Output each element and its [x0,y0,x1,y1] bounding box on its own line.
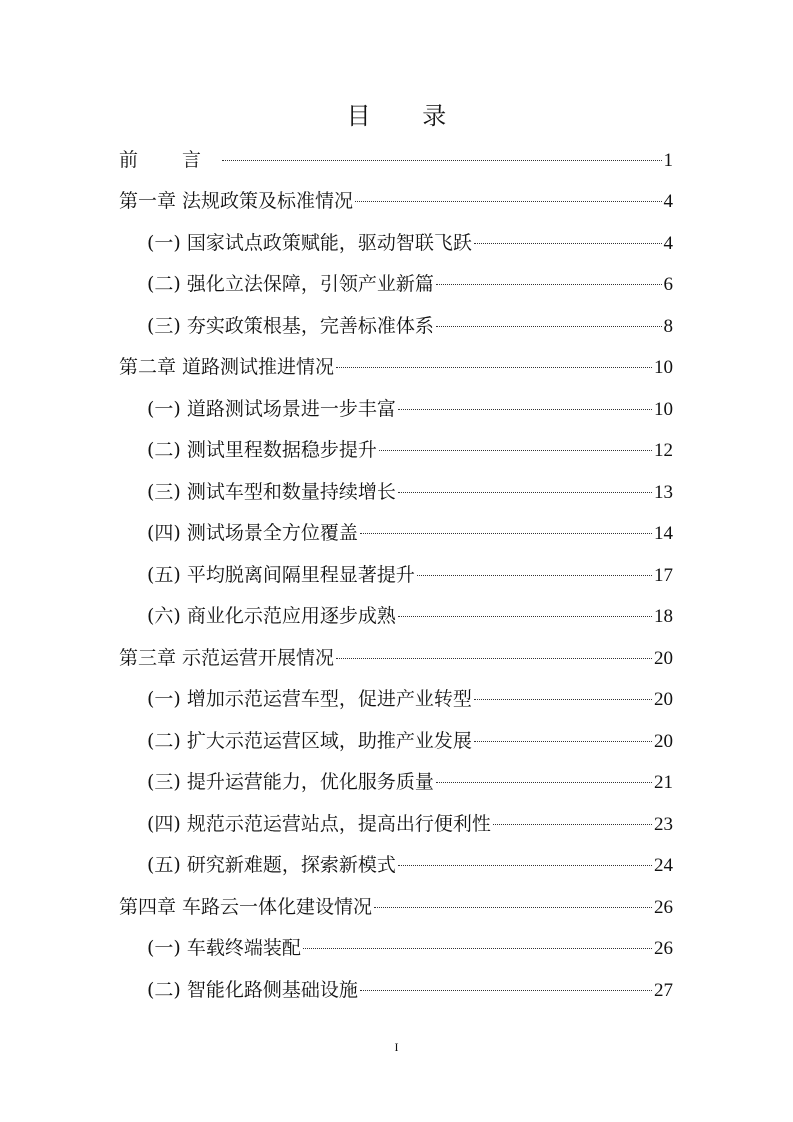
toc-dot-leader [398,865,652,866]
toc-entry-page: 4 [663,233,673,254]
toc-entry-page: 6 [663,274,673,295]
toc-entry-section[interactable] [147,229,673,257]
toc-entry-page: 21 [654,772,673,793]
toc-entry-label: (一) 国家试点政策赋能，驱动智联飞跃 [147,232,472,254]
toc-entry-section[interactable] [147,685,673,713]
toc-entry-page: 20 [654,731,673,752]
toc-entry-label: (二) 测试里程数据稳步提升 [147,439,377,461]
toc-entry-section[interactable] [147,810,673,838]
toc-entry-section[interactable] [147,561,673,589]
toc-entry-section[interactable] [147,519,673,547]
toc-dot-leader [336,658,652,659]
toc-entry-page: 4 [663,191,673,212]
toc-entry-page: 24 [654,855,673,876]
toc-dot-leader [474,699,652,700]
toc-entry-section[interactable] [147,851,673,879]
toc-entry-section[interactable] [147,270,673,298]
toc-entry-label: (五) 研究新难题，探索新模式 [147,854,396,876]
toc-entry-page: 13 [654,482,673,503]
toc-entry-page: 26 [654,897,673,918]
toc-entry-section[interactable] [147,768,673,796]
toc-entry-label: (三) 提升运营能力，优化服务质量 [147,771,434,793]
toc-entry-chapter-2[interactable] [119,353,673,381]
toc-entry-label: (一) 增加示范运营车型，促进产业转型 [147,688,472,710]
toc-dot-leader [360,533,652,534]
toc-entry-page: 10 [654,357,673,378]
toc-entry-section[interactable] [147,312,673,340]
toc-dot-leader [436,326,662,327]
toc-entry-section[interactable] [147,727,673,755]
toc-entry-label: (二) 扩大示范运营区域，助推产业发展 [147,730,472,752]
toc-entry-page: 14 [654,523,673,544]
toc-entry-section[interactable] [147,976,673,1004]
toc-dot-leader [360,990,652,991]
toc-entry-section[interactable] [147,934,673,962]
toc-entry-label: (一) 车载终端装配 [147,937,301,959]
toc-entry-label: (三) 测试车型和数量持续增长 [147,481,396,503]
toc-dot-leader [398,409,652,410]
toc-entry-page: 12 [654,440,673,461]
toc-entry-label: (一) 道路测试场景进一步丰富 [147,398,396,420]
toc-entry-page: 10 [654,399,673,420]
toc-dot-leader [474,243,662,244]
toc-entry-page: 26 [654,938,673,959]
toc-dot-leader [379,450,652,451]
toc-dot-leader [417,575,652,576]
toc-entry-label: 前 言 [119,149,221,171]
toc-dot-leader [355,201,661,202]
toc-entry-section[interactable] [147,436,673,464]
toc-dot-leader [374,907,652,908]
toc-dot-leader [336,367,652,368]
toc-entry-label: (四) 测试场景全方位覆盖 [147,522,358,544]
toc-entry-chapter-4[interactable] [119,893,673,921]
toc-entry-page: 20 [654,648,673,669]
toc-entry-page: 23 [654,814,673,835]
toc-dot-leader [398,616,652,617]
toc-dot-leader [474,741,652,742]
toc-dot-leader [436,782,652,783]
toc-entry-page: 17 [654,565,673,586]
toc-entry-section[interactable] [147,478,673,506]
toc-dot-leader [436,284,662,285]
toc-entry-page: 27 [654,980,673,1001]
toc-entry-page: 18 [654,606,673,627]
toc-entry-label: (二) 强化立法保障，引领产业新篇 [147,273,434,295]
toc-entry-label: 第二章 道路测试推进情况 [119,356,335,378]
toc-title: 目 录 [346,102,469,130]
toc-entry-page: 1 [663,150,673,171]
toc-entry-chapter-3[interactable] [119,644,673,672]
toc-entry-label: 第三章 示范运营开展情况 [119,647,335,669]
toc-entry-label: (四) 规范示范运营站点，提高出行便利性 [147,813,491,835]
toc-dot-leader [303,948,652,949]
toc-dot-leader [398,492,652,493]
toc-entry-label: 第四章 车路云一体化建设情况 [119,896,373,918]
toc-entry-label: (六) 商业化示范应用逐步成熟 [147,605,396,627]
page-number: I [394,1040,399,1054]
toc-entry-section[interactable] [147,395,673,423]
toc-entry-section[interactable] [147,602,673,630]
toc-entry-preface[interactable] [119,146,673,174]
toc-entry-label: (二) 智能化路侧基础设施 [147,979,358,1001]
toc-entry-label: 第一章 法规政策及标准情况 [119,190,354,212]
toc-entry-label: (三) 夯实政策根基，完善标准体系 [147,315,434,337]
toc-dot-leader [222,160,661,161]
toc-entry-label: (五) 平均脱离间隔里程显著提升 [147,564,415,586]
toc-entry-page: 20 [654,689,673,710]
toc-dot-leader [493,824,652,825]
toc-entry-page: 8 [663,316,673,337]
toc-entry-chapter-1[interactable] [119,187,673,215]
